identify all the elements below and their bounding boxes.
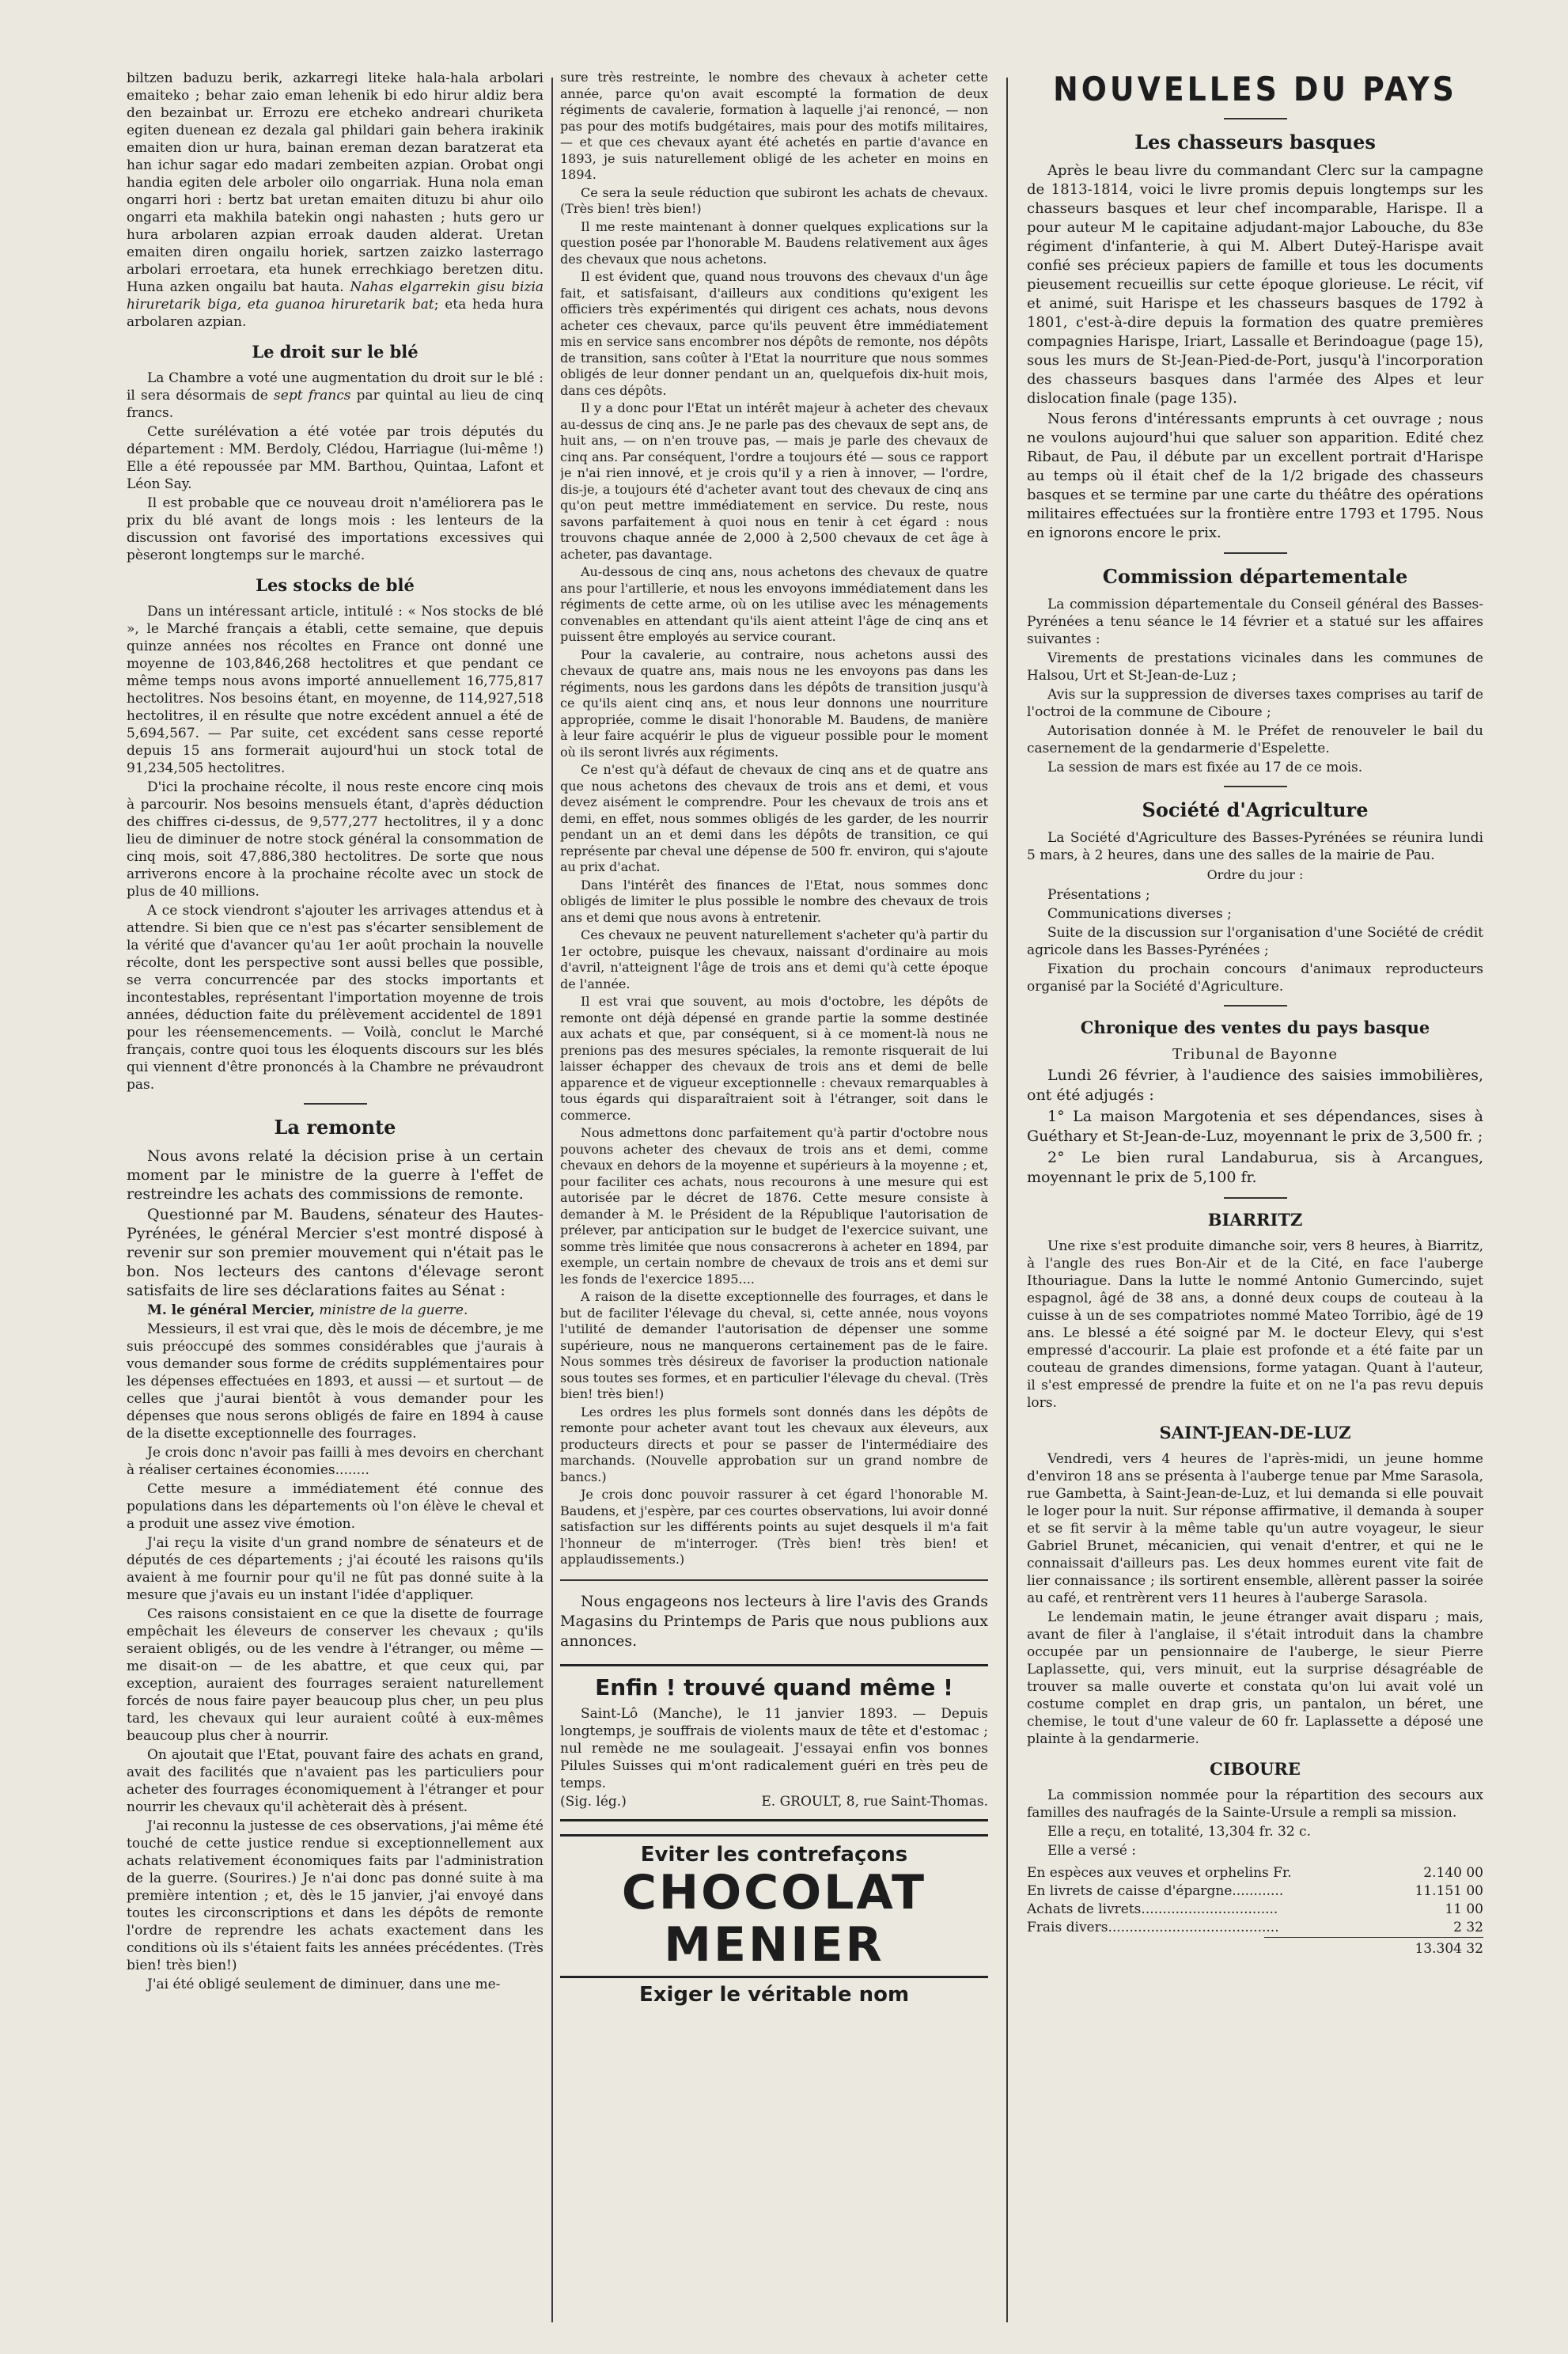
heading-societe-agriculture: Société d'Agriculture <box>1142 798 1369 821</box>
table-row: En livrets de caisse d'épargne............ 11.151 00 <box>1027 1883 1483 1899</box>
agenda-item: Suite de la discussion sur l'organisation d'une Société de crédit agricole dans les Basses-Pyrénées ; <box>1027 925 1483 958</box>
paragraph: Ces chevaux ne peuvent naturellement s'acheter qu'à partir du 1er octobre, puisque les chevaux, naissant d'ordinaire au mois d'avril, n'atteignent l'âge de trois ans et demi qu'à cette époque de l'année. <box>560 927 988 991</box>
column-1 <box>127 70 543 2330</box>
separator <box>1224 786 1287 787</box>
table-total: 13.304 32 <box>1264 1937 1483 1957</box>
paragraph: Cette mesure a immédiatement été connue des populations dans les départements où l'on élève le cheval et a produit une assez vive émotion. <box>127 1481 543 1532</box>
paragraph: D'ici la prochaine récolte, il nous reste encore cinq mois à parcourir. Nos besoins mensuels étant, d'après déduction des chiffres ci-dessus, de 9,577,277 hectolitres, il y a donc lieu de diminuer de notre stock général la consommation de cinq mois, soit 47,886,380 hectolitres. De sorte que nous arriverons encore à la prochaine récolte avec un stock de plus de 40 millions. <box>127 779 543 900</box>
heading-stocks-de-ble: Les stocks de blé <box>256 575 415 595</box>
paragraph: Elle a versé : <box>1047 1843 1136 1859</box>
agenda-item: Communications diverses ; <box>1047 906 1232 922</box>
heading-la-remonte: La remonte <box>274 1116 396 1139</box>
paragraph: Après le beau livre du commandant Clerc sur la campagne de 1813-1814, voici le livre promis depuis longtemps sur les chasseurs basques et leur chef incomparable, Harispe. Il a pour auteur M le capitaine adjudant-major Labouche, du 83e régiment d'infanterie, à qui M. Albert Duteÿ-Harispe avait confié ses précieux papiers de famille et tous les documents pieusement recueillis sur cette époque glorieuse. Le récit, vif et animé, suit Harispe et les chasseurs basques de 1792 à 1801, c'est-à-dire depuis la formation des quatre premières compagnies Harispe, Iriart, Lassalle et Berindoague (page 15), sous les murs de St-Jean-Pied-de-Port, jusqu'à l'incorporation des chasseurs basques dans l'armée des Alpes et leur dislocation finale (page 135). <box>1027 162 1483 407</box>
heading-chronique-ventes: Chronique des ventes du pays basque <box>1080 1018 1430 1037</box>
paragraph: Vendredi, vers 4 heures de l'après-midi, un jeune homme d'environ 18 ans se présenta à l'auberge tenue par Mme Sarasola, rue Gambetta, à Saint-Jean-de-Luz, et lui demanda si elle pouvait le loger pour la nuit. Sur réponse affirmative, il demanda à souper et se fit servir à la même table qu'un autre voyageur, le sieur Gabriel Brunet, mécanicien, qui venait d'entrer, et qui ne le connaissait d'ailleurs pas. Les deux hommes eurent vite fait de lier connaissance ; ils sortirent ensemble, allèrent passer la soirée au café, et rentrèrent vers 11 heures à l'auberge Sarasola. <box>1027 1451 1483 1606</box>
heading-ciboure: CIBOURE <box>1210 1759 1301 1779</box>
heading-droit-sur-le-ble: Le droit sur le blé <box>252 342 419 362</box>
paragraph: J'ai reconnu la justesse de ces observations, j'ai même été touché de cette justice rendue si exceptionnellement aux achats relativement économiques faits par l'administration de la guerre. (Sourires.) Je n'ai donc pas donné suite à ma première intention ; et, dès le 15 janvier, j'ai envoyé dans toutes les circonscriptions et dans les dépôts de remonte l'ordre de reprendre les achats exactement dans les conditions où ils s'étaient faits les années précédentes. (Très bien! très bien!) <box>127 1818 543 1973</box>
agenda-item: Présentations ; <box>1047 887 1150 903</box>
separator <box>1224 1197 1287 1199</box>
heading-saint-jean-de-luz: SAINT-JEAN-DE-LUZ <box>1159 1423 1351 1442</box>
paragraph: Je crois donc pouvoir rassurer à cet égard l'honorable M. Baudens, et j'espère, par ces courtes observations, lui avoir donné satisfaction sur les différents points au sujet desquels il m'a fait l'honneur de m'interroger. (Très bien! très bien! et applaudissements.) <box>560 1487 988 1567</box>
paragraph: Il est probable que ce nouveau droit n'améliorera pas le prix du blé avant de longs mois : les lenteurs de la discussion ont favorisé des importations excessives qui pèseront longtemps sur le marché. <box>127 495 543 563</box>
paragraph: La Société d'Agriculture des Basses-Pyrénées se réunira lundi 5 mars, à 2 heures, dans une des salles de la mairie de Pau. <box>1027 830 1483 863</box>
paragraph: 1° La maison Margotenia et ses dépendances, sises à Guéthary et St-Jean-de-Luz, moyennant le prix de 3,500 fr. ; <box>1027 1108 1483 1145</box>
ad-pilules-suisses <box>560 1664 988 1822</box>
paragraph: Il me reste maintenant à donner quelques explications sur la question posée par l'honorable M. Baudens relativement aux âges des chevaux que nous achetons. <box>560 218 988 267</box>
paragraph: Virements de prestations vicinales dans les communes de Halsou, Urt et St-Jean-de-Luz ; <box>1027 650 1483 684</box>
paragraph: Une rixe s'est produite dimanche soir, vers 8 heures, à Biarritz, à l'angle des rues Bon-Air et de la Cité, en face l'auberge Ithouriague. Dans la lutte le nommé Antonio Gumercindo, sujet espagnol, âgé de 38 ans, a donné deux coups de couteau à la cuisse à un de ses compatriotes nommé Mateo Torribio, âgé de 19 ans. Le blessé a été soigné par M. le docteur Elevy, qui s'est empressé d'accourir. La plaie est profonde et a été faite par un couteau de grandes dimensions, forme yatagan. Quant à l'auteur, il s'est empressé de prendre la fuite et on ne l'a pas revu depuis lors. <box>1027 1238 1483 1411</box>
ad-chocolat-menier <box>560 1834 988 2007</box>
column-2 <box>560 70 988 2330</box>
ad-signature: (Sig. lég.) E. GROULT, 8, rue Saint-Thomas. <box>560 1793 988 1810</box>
column-rule <box>1006 78 1008 2322</box>
table-row: Frais divers........................................ 2 32 <box>1027 1920 1483 1935</box>
ad-title: Enfin ! trouvé quand même ! <box>595 1674 953 1700</box>
speaker-line: M. le général Mercier, ministre de la guerre. <box>147 1302 468 1318</box>
notice-printemps: Nous engageons nos lecteurs à lire l'avis des Grands Magasins du Printemps de Paris que nous publions aux annonces. <box>560 1592 988 1650</box>
table-row: Achats de livrets................................ 11 00 <box>1027 1901 1483 1917</box>
ad-line: Exiger le véritable nom <box>560 1976 988 2007</box>
separator <box>1224 118 1287 119</box>
paragraph: sure très restreinte, le nombre des chevaux à acheter cette année, parce qu'on avait escompté la formation de deux régiments de cavalerie, formation à laquelle j'ai renoncé, — non pas pour des motifs budgétaires, mais pour des motifs militaires, — et que ces chevaux ayant été achetés en partie d'avance en 1893, je suis naturellement obligé de les acheter en moins en 1894. <box>560 70 988 182</box>
paragraph: Nous avons relaté la décision prise à un certain moment par le ministre de la guerre à l'effet de restreindre les achats des commissions de remonte. <box>127 1147 543 1203</box>
paragraph: On ajoutait que l'Etat, pouvant faire des achats en grand, avait des facilités que n'avaient pas les particuliers pour acheter des fourrages économiquement à l'étranger et pour nourrir les chevaux qu'il achèterait dès à présent. <box>127 1747 543 1815</box>
paragraph: La session de mars est fixée au 17 de ce mois. <box>1047 760 1363 775</box>
ciboure-accounts <box>1027 1864 1483 1957</box>
ad-line: Eviter les contrefaçons <box>640 1843 908 1867</box>
paragraph: J'ai été obligé seulement de diminuer, dans une me- <box>147 1977 501 1992</box>
paragraph: Nous ferons d'intéressants emprunts à cet ouvrage ; nous ne voulons aujourd'hui que saluer son apparition. Edité chez Ribaut, de Pau, il débute par un excellent portrait d'Harispe au temps où il était chef de la 1/2 brigade des chasseurs basques et se termine par une carte du théâtre des opérations militaires effectuées sur la frontière entre 1793 et 1795. Nous en ignorons encore le prix. <box>1027 411 1483 541</box>
paragraph: Avis sur la suppression de diverses taxes comprises au tarif de l'octroi de la commune de Ciboure ; <box>1027 687 1483 720</box>
paragraph: Pour la cavalerie, au contraire, nous achetons aussi des chevaux de quatre ans, mais nous ne les envoyons pas dans les régiments, nous les gardons dans les dépôts de transition jusqu'à ce qu'ils aient cinq ans, et nous leur donnons une nourriture appropriée, comme le disait l'honorable M. Baudens, de manière à leur faire acquérir le plus de vigueur possible pour le moment où ils seront livrés aux régiments. <box>560 646 988 760</box>
paragraph: Dans l'intérêt des finances de l'Etat, nous sommes donc obligés de limiter le plus possible le nombre des chevaux de trois ans et demi que nous avons à entretenir. <box>560 877 988 925</box>
paragraph: Messieurs, il est vrai que, dès le mois de décembre, je me suis préoccupé des sommes considérables que j'aurais à vous demander sous forme de crédits supplémentaires pour les dépenses effectuées en 1893, et aussi — et surtout — de celles que j'aurai bientôt à vous demander pour les dépenses que nous serons obligés de faire en 1894 à cause de la disette exceptionnelle des fourrages. <box>127 1321 543 1442</box>
paragraph: A raison de la disette exceptionnelle des fourrages, et dans le but de faciliter l'élevage du cheval, si, cette année, nous voyons l'utilité de demander l'autorisation de dépenser une somme supérieure, nous ne manquerons certainement pas de le faire. Nous sommes très désireux de favoriser la production nationale sous toutes ses formes, et en particulier l'élevage du cheval. (Très bien! très bien!) <box>560 1289 988 1401</box>
paragraph: Lundi 26 février, à l'audience des saisies immobilières, ont été adjugés : <box>1027 1067 1483 1104</box>
separator <box>1224 1005 1287 1006</box>
paragraph: A ce stock viendront s'ajouter les arrivages attendus et à attendre. Si bien que ce n'est pas s'écarter sensiblement de la vérité que d'avancer qu'au 1er août prochain la nouvelle récolte, dont les perspective sont aussi belles que possible, se verra concurrencée par des stocks importants et incontestables, représentant l'importation moyenne de trois années, déduction faite du prélèvement accidentel de 1891 pour les réensemencements. — Voilà, conclut le Marché français, contre quoi tous les éloquents discours sur les blés qui viennent d'être prononcés à la Chambre ne prévaudront pas. <box>127 903 543 1093</box>
paragraph: Ce sera la seule réduction que subiront les achats de chevaux. (Très bien! très bien!) <box>560 184 988 216</box>
paragraph: Il y a donc pour l'Etat un intérêt majeur à acheter des chevaux au-dessus de cinq ans. Je ne parle pas des chevaux de sept ans, de huit ans, — on n'en trouve pas, — mais je parle des chevaux de cinq ans. Par conséquent, l'ordre a toujours été — sous ce rapport je n'ai rien innové, et je crois qu'il y a rien à innover, — l'ordre, dis-je, a toujours été d'acheter avant tout des chevaux de cinq ans qu'on peut mettre immédiatement en service. Du reste, nous savons parfaitement à quoi nous en tenir à cet égard : nous trouvons chaque année de 2,000 à 2,500 chevaux de cet âge à acheter, pas davantage. <box>560 400 988 562</box>
heading-commission: Commission départementale <box>1102 565 1408 588</box>
basque-paragraph: biltzen baduzu berik, azkarregi liteke hala-hala arbolari emaiteko ; behar zaio eman lehenik bi edo hirur aldiz bera den bezainbat ur. Errozu ere etcheko andreari churiketa egiten duenean ez dezala gal phildari gain behera irakinik emaiten dion ur hura, bainan ereman dezan baratzerat eta han ichur sagar edo madari zembeiten azpian. Orobat ongi handia egiten dele arboler oilo ongarriak. Huna nola eman ongarri hori : bertz bat uretan emaiten dituzu bi ahur oilo ongarri eta makhila batekin ongi nahasten ; huts gero ur hura arbolaren azpian erroak dauden alderat. Uretan emaiten diren ongailu horiek, sartzen zaizko lasterrago arbolari erroetara, eta hunek errechkiago beretzen ditu. Huna azken ongailu bat hauta. Nahas elgarrekin gisu bizia hiruretarik biga, eta guanoa hiruretarik bat; eta heda hura arbolaren azpian. <box>127 70 543 330</box>
paragraph: Ces raisons consistaient en ce que la disette de fourrage empêchait les éleveurs de conserver les chevaux ; qu'ils seraient obligés, ou de les vendre à l'étranger, ou même — me disait-on — de les abattre, et que ceux qui, par exception, auraient des fourrages seraient naturellement forcés de nous faire payer beaucoup plus cher, un peu plus tard, les chevaux qui leur auraient coûté à eux-mêmes beaucoup plus cher à nourrir. <box>127 1606 543 1744</box>
column-rule <box>551 78 553 2322</box>
paragraph: Questionné par M. Baudens, sénateur des Hautes-Pyrénées, le général Mercier s'est montré disposé à revenir sur son premier mouvement qui n'était pas le bon. Nos lecteurs des cantons d'élevage seront satisfaits de lire ses déclarations faites au Sénat : <box>127 1206 543 1299</box>
heading-biarritz: BIARRITZ <box>1207 1210 1303 1230</box>
ordre-du-jour: Ordre du jour : <box>1206 867 1304 882</box>
heading-chasseurs-basques: Les chasseurs basques <box>1134 131 1376 154</box>
paragraph: J'ai reçu la visite d'un grand nombre de sénateurs et de députés de ces départements ; j'ai écouté les raisons qu'ils avaient à me fournir pour qu'il ne fût pas donné suite à la mesure que j'avais eu un instant l'idée d'appliquer. <box>127 1535 543 1603</box>
ad-brand: MENIER <box>664 1917 884 1973</box>
paragraph: Nous admettons donc parfaitement qu'à partir d'octobre nous pouvons acheter des chevaux de trois ans et demi, comme chevaux en dehors de la moyenne et supérieurs à la moyenne ; et, pour faciliter ces achats, nous recourons à une mesure qui est autorisée par le décret de 1876. Cette mesure consiste à demander à M. le Président de la République l'autorisation de prélever, par anticipation sur le budget de l'exercice suivant, une somme très limitée que nous consacrerons à acheter en 1894, par exemple, un certain nombre de chevaux de trois ans et demi sur les fonds de l'exercice 1895.... <box>560 1125 988 1287</box>
ad-brand: CHOCOLAT <box>621 1865 927 1920</box>
paragraph: La commission départementale du Conseil général des Basses-Pyrénées a tenu séance le 14 février et a statué sur les affaires suivantes : <box>1027 597 1483 647</box>
paragraph: Au-dessous de cinq ans, nous achetons des chevaux de quatre ans pour l'artillerie, et nous les envoyons immédiatement dans les régiments de cette arme, où on les utilise avec les ménagements convenables en attendant qu'ils aient atteint l'âge de cinq ans et puissent être employés au service courant. <box>560 564 988 644</box>
paragraph: Dans un intéressant article, intitulé : « Nos stocks de blé », le Marché français a établi, cette semaine, que depuis quinze années nos récoltes en France ont donné une moyenne de 103,846,268 hectolitres et que pendant ce même temps nous avons importé annuellement 16,775,817 hectolitres. Nos besoins étant, en moyenne, de 114,927,518 hectolitres, il en résulte que notre excédent annuel a été de 5,694,567. — Par suite, cet excédent sans cesse reporté depuis 15 ans formerait aujourd'hui un stock total de 91,234,505 hectolitres. <box>127 604 543 776</box>
agenda-item: Fixation du prochain concours d'animaux reproducteurs organisé par la Société d'Agriculture. <box>1027 961 1483 995</box>
paragraph: Il est vrai que souvent, au mois d'octobre, les dépôts de remonte ont déjà dépensé en grande partie la somme destinée aux achats et que, par conséquent, si à ce moment-là nous ne prenions pas des mesures spéciales, la remonte risquerait de lui laisser échapper des chevaux de trois ans et demi de belle apparence et de vigueur exceptionnelle : chevaux remarquables à tous égards qui disparaîtraient soit à l'étranger, soit dans le commerce. <box>560 994 988 1123</box>
section-title: NOUVELLES DU PAYS <box>1053 70 1457 108</box>
paragraph: Je crois donc n'avoir pas failli à mes devoirs en cherchant à réaliser certaines économies........ <box>127 1445 543 1478</box>
paragraph: Cette surélévation a été votée par trois députés du département : MM. Berdoly, Clédou, Harriague (lui-même !) Elle a été repoussée par MM. Barthou, Quintaa, Lafont et Léon Say. <box>127 424 543 492</box>
paragraph: Ce n'est qu'à défaut de chevaux de cinq ans et de quatre ans que nous achetons des chevaux de trois ans et demi, et vous devez aisément le comprendre. Pour les chevaux de trois ans et demi, en effet, nous sommes obligés de les garder, de les nourrir pendant un an et demi dans les dépôts de transition, ce qui représente par cheval une dépense de 500 fr. environ, qui s'ajoute au prix d'achat. <box>560 762 988 874</box>
separator <box>1224 552 1287 554</box>
paragraph: Le lendemain matin, le jeune étranger avait disparu ; mais, avant de filer à l'anglaise, il s'était introduit dans la chambre occupée par un pensionnaire de l'auberge, le sieur Pierre Laplassette, qui, vers minuit, eut la surprise désagréable de trouver sa malle ouverte et constata qu'on lui avait volé un costume complet en drap gris, un pantalon, un béret, une chemise, le tout d'une valeur de 60 fr. Laplassette a déposé une plainte à la gendarmerie. <box>1027 1609 1483 1747</box>
paragraph: Il est évident que, quand nous trouvons des chevaux d'un âge fait, et satisfaisant, d'ailleurs aux conditions qu'exigent les officiers très expérimentés qui dirigent ces achats, nous devons acheter ces chevaux, parce qu'ils peuvent être immédiatement mis en service sans encombrer nos dépôts de remonte, nos dépôts de transition, sans coûter à l'Etat la nourriture que nous sommes obligés de leur donner pendant un an, quelquefois dix-huit mois, dans ces dépôts. <box>560 269 988 398</box>
ad-text: Saint-Lô (Manche), le 11 janvier 1893. — Depuis longtemps, je souffrais de violents maux de tête et d'estomac ; nul remède ne me soulageait. J'essayai enfin vos bonnes Pilules Suisses qui m'ont radicalement guéri en très peu de temps. <box>560 1705 988 1791</box>
paragraph: Elle a reçu, en totalité, 13,304 fr. 32 c. <box>1047 1824 1311 1840</box>
separator <box>560 1579 988 1581</box>
paragraph: Autorisation donnée à M. le Préfet de renouveler le bail du casernement de la gendarmerie d'Espelette. <box>1027 723 1483 756</box>
column-3 <box>1027 70 1483 2330</box>
paragraph: La Chambre a voté une augmentation du droit sur le blé : il sera désormais de sept francs par quintal au lieu de cinq francs. <box>127 370 543 421</box>
paragraph: Les ordres les plus formels sont donnés dans les dépôts de remonte pour acheter avant tout les chevaux aux éleveurs, aux producteurs directs et pour se passer de l'intermédiaire des marchands. (Nouvelle approbation sur un grand nombre de bancs.) <box>560 1404 988 1484</box>
paragraph: 2° Le bien rural Landaburua, sis à Arcangues, moyennant le prix de 5,100 fr. <box>1027 1149 1483 1186</box>
separator <box>304 1103 367 1105</box>
paragraph: La commission nommée pour la répartition des secours aux familles des naufragés de la Sainte-Ursule a rempli sa mission. <box>1027 1787 1483 1821</box>
table-row: En espèces aux veuves et orphelins Fr. 2.140 00 <box>1027 1865 1483 1881</box>
subheading-tribunal: Tribunal de Bayonne <box>1172 1046 1338 1063</box>
